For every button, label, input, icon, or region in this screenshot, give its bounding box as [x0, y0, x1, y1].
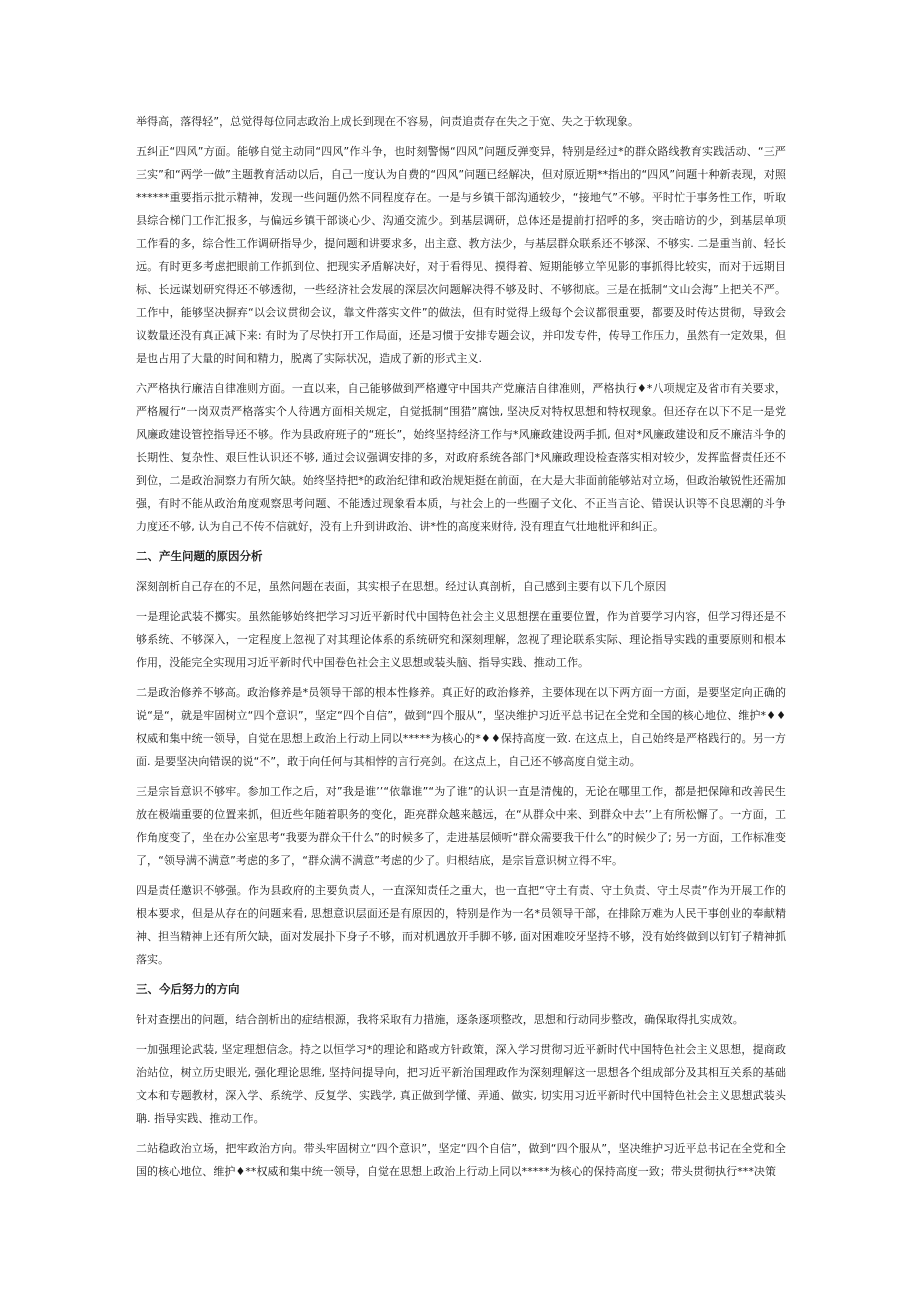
paragraph-integrity: 六严格执行廉洁自律准则方面。一直以来，自己能够做到严格遵守中国共产党廉洁自律准则，严格执行♦*八项规定及省市有关要求，严格履行“一岗双责严格落实个人待遇方面相关规定，自觉抵制“围猎”腐蚀, 坚决反对特权思想和特权现象。但还存在以下不足一是党风廉政建设管控指导还不够。作为县政府班子的“班长”，始终坚持经济工作与*风廉政建设两手抓, 但对*风廉政建设和反不廉洁斗争的长期性、复杂性、艰巨性认识还不够, 通过会议强调安排的多，对政府系统各部门*风廉政理设检查落实相对较少，发挥监督责任还不到位，二是政治洞察力有所欠缺。始终坚持把*的政治纪律和政治规矩挺在前面，在大是大非面前能够站对立场，但政治敏锐性还需加强，有时不能从政治角度观察思考问题、不能透过现象看本质，与社会上的一些圈子文化、不正当言论、错误认识等不良思潮的斗争力度还不够, 认为自己不传不信就好，没有上升到讲政治、讲*性的高度来财待, 没有理直气壮地枇评和纠正。: [136, 382, 786, 533]
section-heading-causes: 二、产生问题的原因分析: [136, 549, 263, 563]
paragraph-cause-responsibility: 四是责任邀识不够强。作为县政府的主要负责人，一直深知责任之重大，也一直把“守土有责、守土负责、守土尽责”作为开展工作的根本要求，但是从存在的问题来看, 思想意识层面还是有原因的，特别是作为一名*员领导干部，在排除万难为人民干事创业的奉献精神、担当精神上还有所欠缺，面对发展扑下身子不够，而对机遇放开手脚不够, 面对困难咬牙坚持不够，没有始终做到以钉钉子精神抓落实。: [136, 884, 786, 966]
paragraph-four-winds: 五纠正“四风”方面。能够自觉主动同“四风”作斗争，也时刻警惕“四风”问题反弹变异，特别是经过*的群众路线教育实践活动、“三严三实”和“两学一做”主题教育活动以后，自己一度认为自费的“四风”问题已经解决，但对原近期**指出的“四风”问题十种新表现，对照******重要指示批示精神，发现一些问题仍然不同程度存在。一是与乡镇干部沟通较少，“接地气”不够。平时忙于事务性工作，听取县综合梯门工作汇报多，与偏远乡镇干部谈心少、沟通交流少。到基层调研，总体还是提前打招呼的多，突击暗访的少，到基层单项工作看的多，综合性工作调研指导少，提问题和讲要求多，出主意、教方法少，与基层群众联系还不够深、不够实. 二是重当前、轻长远。有时更多考虑把眼前工作抓到位、把现实矛盾解决好，对于看得见、摸得着、短期能够立竿见影的事抓得比较实，而对于远期目标、长远谋划研究得还不够透彻，一些经济社会发展的深层次问题解决得不够及时、不够彻底。三是在抵制“文山会海”上把关不严。工作中，能够坚决摒弃“以会议贯彻会议，靠文件落实文件”的做法，但有时觉得上级每个会议都很重要，都要及时传达贯彻，导致会议数量还没有真正减下来: 有时为了尽快打开工作局面，还是习惯于安排专题会议，并印发专件，传导工作压力，虽然有一定效果，但是也占用了大量的时间和精力，脱离了实际状况，造成了新的形式主义.: [136, 145, 786, 365]
paragraph-causes-intro: 深刻剖析自己存在的不足，虽然问题在表面，其实根子在思想。经过认真剖析，自己感到主要有以下几个原因: [136, 580, 667, 593]
section-heading-direction: 三、今后努力的方向: [136, 982, 240, 996]
paragraph-direction-intro: 针对查摆出的问题，结合剖析出的症结根源，我将采取有力措施，逐条逐项整改，思想和行动同步整改，确保取得扎实成效。: [136, 1013, 744, 1026]
paragraph-direction-theory: 一加强理论武装, 坚定理想信念。持之以恒学习*的理论和路或方针政策，深入学习贯彻习近平新时代中国特色社会主义思想，提商政治站位，树立历史眼光, 强化理论思维, 坚持问提导向，把习近平新治国理政作为深刻理解这一思想各个组成部分及其相互关系的基础文本和专题教材，深入学、系统学、反复学、实践学, 真正做到学懂、弄通、做实, 切实用习近平新时代中国特色社会主义思想武装头聃. 指导实践、推动工作。: [136, 1043, 786, 1125]
paragraph-cause-politics: 二是政治修养不够高。政治修养是*员领导干部的根本性修养。真正好的政治修养，主要体现在以下两方面一方面，是要坚定向正确的说“是“，就是牢固树立“四个意识”，坚定“四个自信”，做到“四个服从”，坚决维护习近平总书记在全党和全国的核心地位、维护*♦♦权威和集中统一领导，自觉在思想上政治上行动上同以*****为核心的*♦♦保持高度一致. 在这点上，自己始终是严格践行的。另一方面. 是要坚决向错误的说“不”，敢于向任何与其相悖的言行亮剑。在这点上，自己还不够高度自觉主动。: [136, 686, 786, 768]
paragraph-direction-politics: 二站稳政治立场，把牢政治方向。带头牢固树立“四个意识”，坚定“四个自信”，做到“四个服从”，坚决维护习近平总书记在全党和全国的核心地位、维护♦**权威和集中统一领导，自觉在思想上政治上行动上同以*****为核心的保持高度一致；带头贯彻执行***决策: [136, 1142, 786, 1178]
paragraph-cause-purpose: 三是宗旨意识不够牢。参加工作之后，对”我是谁’’“依靠谁”“为了谁”的认识一直是清傀的，无论在哪里工作，都是把保障和改善民生放在极端重要的位置来抓，但近些年随着职务的变化，距亮群众越来越远，在“从群众中来、到群众中去’’上有所松懈了。一方面，工作角度变了，坐在办公室思考“我要为群众干什么”的时候多了，走进基层倾听“群众需要我干什么”的时候少了; 另一方面，工作标准变了，“领导满不满意”考虑的多了，“群众满不满意”考虑的少了。归根结底，是宗旨意识树立得不牢。: [136, 785, 786, 867]
paragraph-intro-1: 举得高，落得轻”，总觉得每位同志政治上成长到现在不容易，问责追责存在失之于宽、失之于软现象。: [136, 115, 639, 128]
paragraph-cause-theory: 一是理论武装不擲实。虽然能够始终把学习习近平新时代中国特色社会主义思想摆在重要位置，作为首要学习内容，但学习得还是不够系统、不够深入，一定程度上忽视了对其理论体系的系统研究和深刻理解，忽视了理论联系实际、理论指导实践的重要原则和根本作用，没能完全实现用习近平新时代中国卷色社会主义思想或装头脑、指导实践、推动工作。: [136, 610, 786, 669]
document-page: [136, 110, 786, 1190]
